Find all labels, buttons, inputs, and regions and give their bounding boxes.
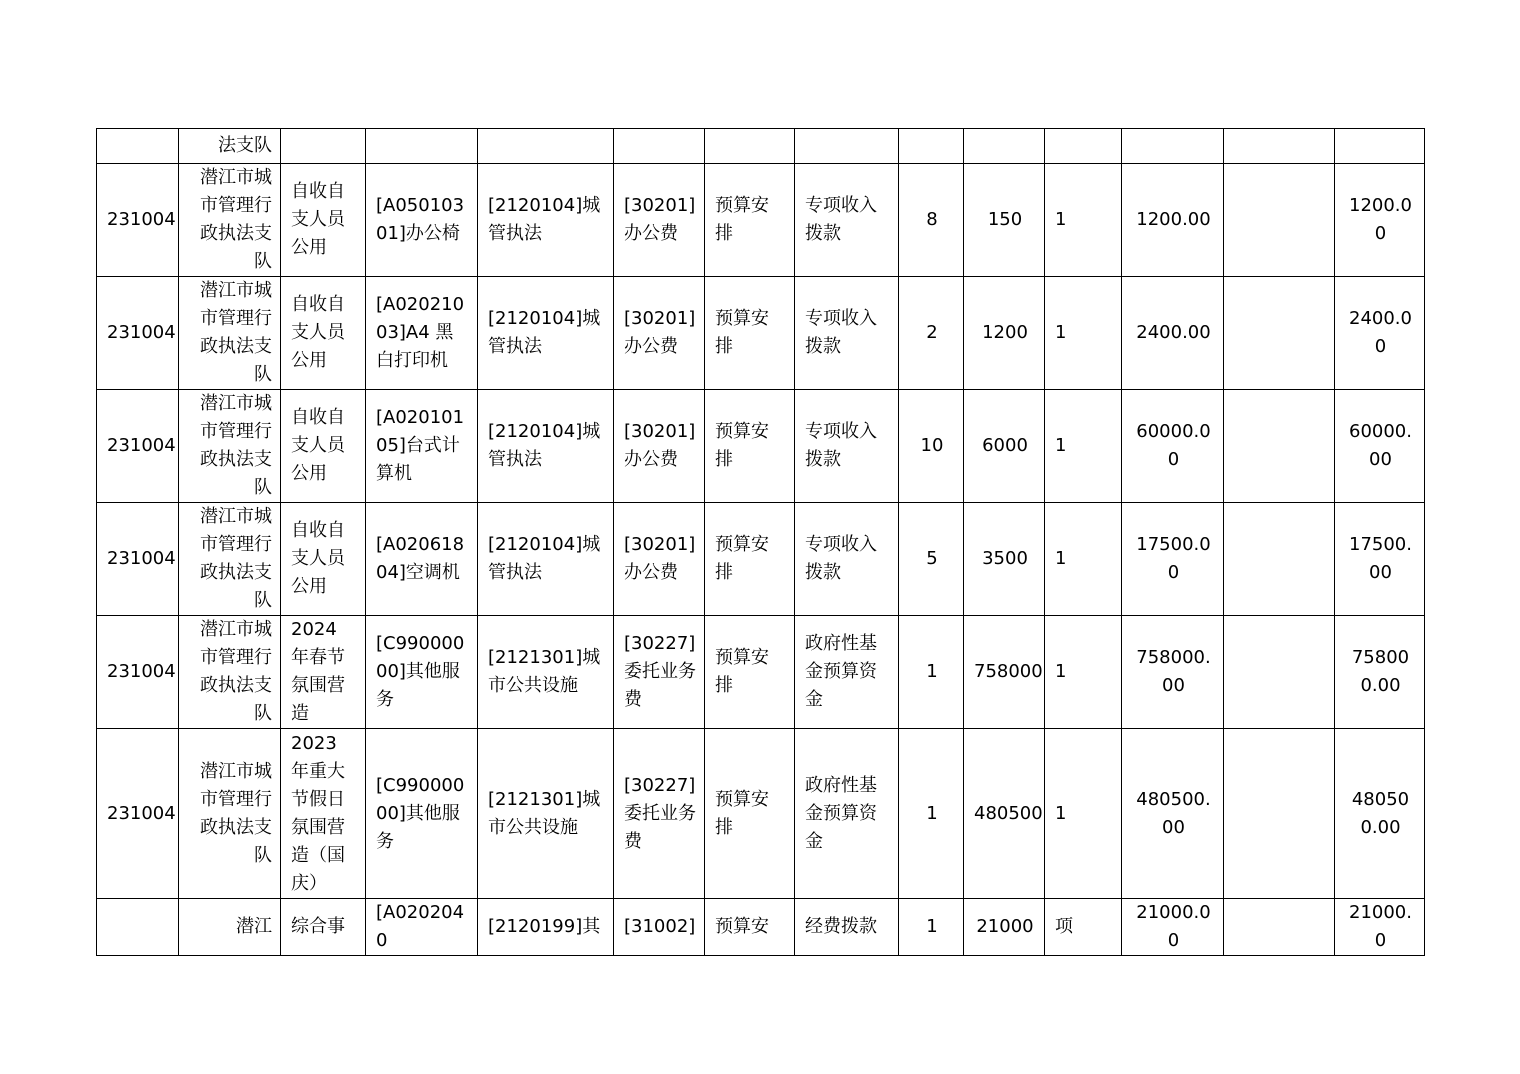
budget-unit-code-cell: 231004 xyxy=(97,729,179,899)
empty-cell xyxy=(1224,729,1335,899)
budget-unit-code-cell: 231004 xyxy=(97,277,179,390)
measure-unit-cell: 项 xyxy=(1045,899,1122,956)
unit-price-cell: 758000 xyxy=(964,616,1045,729)
economic-class-cell: [30201]办公费 xyxy=(614,277,705,390)
procurement-item-cell: [A0202040 xyxy=(366,899,478,956)
measure-unit-cell: 1 xyxy=(1045,164,1122,277)
measure-unit-cell xyxy=(1045,129,1122,164)
measure-unit-cell: 1 xyxy=(1045,729,1122,899)
project-name-cell: 自收自支人员公用 xyxy=(281,277,366,390)
fund-source-cell: 预算安排 xyxy=(705,503,795,616)
function-class-cell: [2120104]城管执法 xyxy=(478,390,614,503)
unit-name-cell: 潜江市城市管理行政执法支队 xyxy=(179,503,281,616)
procurement-item-cell xyxy=(366,129,478,164)
economic-class-cell: [30227]委托业务费 xyxy=(614,616,705,729)
quantity-cell: 8 xyxy=(899,164,964,277)
amount-cell: 60000.00 xyxy=(1122,390,1224,503)
fund-source-cell: 预算安排 xyxy=(705,390,795,503)
empty-cell xyxy=(1224,277,1335,390)
budget-procurement-table xyxy=(96,128,1425,956)
economic-class-cell xyxy=(614,129,705,164)
empty-cell xyxy=(1224,503,1335,616)
fund-source-cell: 预算安排 xyxy=(705,277,795,390)
quantity-cell: 1 xyxy=(899,899,964,956)
fund-type-cell: 专项收入拨款 xyxy=(795,503,899,616)
total-amount-cell: 1200.00 xyxy=(1335,164,1425,277)
table-row xyxy=(97,503,1425,616)
unit-name-cell: 潜江市城市管理行政执法支队 xyxy=(179,390,281,503)
unit-price-cell: 6000 xyxy=(964,390,1045,503)
function-class-cell: [2120199]其 xyxy=(478,899,614,956)
fund-type-cell: 政府性基金预算资金 xyxy=(795,729,899,899)
fund-type-cell: 政府性基金预算资金 xyxy=(795,616,899,729)
total-amount-cell: 17500.00 xyxy=(1335,503,1425,616)
fund-source-cell: 预算安排 xyxy=(705,729,795,899)
function-class-cell: [2121301]城市公共设施 xyxy=(478,729,614,899)
unit-price-cell: 1200 xyxy=(964,277,1045,390)
project-name-cell: 自收自支人员公用 xyxy=(281,390,366,503)
empty-cell xyxy=(1224,164,1335,277)
procurement-item-cell: [C99000000]其他服务 xyxy=(366,616,478,729)
total-amount-cell: 758000.00 xyxy=(1335,616,1425,729)
amount-cell: 21000.00 xyxy=(1122,899,1224,956)
economic-class-cell: [30201]办公费 xyxy=(614,390,705,503)
measure-unit-cell: 1 xyxy=(1045,503,1122,616)
empty-cell xyxy=(1224,129,1335,164)
budget-unit-code-cell xyxy=(97,899,179,956)
table-row xyxy=(97,616,1425,729)
table-row xyxy=(97,729,1425,899)
budget-unit-code-cell: 231004 xyxy=(97,503,179,616)
unit-name-cell: 潜江市城市管理行政执法支队 xyxy=(179,729,281,899)
project-name-cell: 综合事 xyxy=(281,899,366,956)
quantity-cell: 1 xyxy=(899,616,964,729)
fund-source-cell: 预算安 xyxy=(705,899,795,956)
unit-price-cell xyxy=(964,129,1045,164)
project-name-cell: 自收自支人员公用 xyxy=(281,164,366,277)
quantity-cell xyxy=(899,129,964,164)
unit-name-cell: 法支队 xyxy=(179,129,281,164)
fund-type-cell: 经费拨款 xyxy=(795,899,899,956)
fund-type-cell xyxy=(795,129,899,164)
project-name-cell: 自收自支人员公用 xyxy=(281,503,366,616)
unit-price-cell: 480500 xyxy=(964,729,1045,899)
amount-cell: 2400.00 xyxy=(1122,277,1224,390)
amount-cell: 480500.00 xyxy=(1122,729,1224,899)
quantity-cell: 2 xyxy=(899,277,964,390)
unit-name-cell: 潜江 xyxy=(179,899,281,956)
budget-unit-code-cell xyxy=(97,129,179,164)
function-class-cell: [2120104]城管执法 xyxy=(478,503,614,616)
total-amount-cell: 60000.00 xyxy=(1335,390,1425,503)
measure-unit-cell: 1 xyxy=(1045,390,1122,503)
amount-cell: 17500.00 xyxy=(1122,503,1224,616)
empty-cell xyxy=(1224,616,1335,729)
table-row xyxy=(97,277,1425,390)
unit-name-cell: 潜江市城市管理行政执法支队 xyxy=(179,616,281,729)
economic-class-cell: [31002] xyxy=(614,899,705,956)
table-row xyxy=(97,390,1425,503)
function-class-cell xyxy=(478,129,614,164)
function-class-cell: [2120104]城管执法 xyxy=(478,277,614,390)
procurement-item-cell: [A02010105]台式计算机 xyxy=(366,390,478,503)
procurement-item-cell: [A02021003]A4 黑白打印机 xyxy=(366,277,478,390)
measure-unit-cell: 1 xyxy=(1045,277,1122,390)
empty-cell xyxy=(1224,899,1335,956)
project-name-cell: 2024 年春节氛围营造 xyxy=(281,616,366,729)
unit-price-cell: 3500 xyxy=(964,503,1045,616)
unit-name-cell: 潜江市城市管理行政执法支队 xyxy=(179,164,281,277)
amount-cell xyxy=(1122,129,1224,164)
economic-class-cell: [30227]委托业务费 xyxy=(614,729,705,899)
fund-source-cell xyxy=(705,129,795,164)
fund-type-cell: 专项收入拨款 xyxy=(795,277,899,390)
project-name-cell: 2023 年重大节假日氛围营造（国庆） xyxy=(281,729,366,899)
quantity-cell: 5 xyxy=(899,503,964,616)
table-row xyxy=(97,899,1425,956)
quantity-cell: 1 xyxy=(899,729,964,899)
table-row xyxy=(97,129,1425,164)
function-class-cell: [2121301]城市公共设施 xyxy=(478,616,614,729)
economic-class-cell: [30201]办公费 xyxy=(614,164,705,277)
measure-unit-cell: 1 xyxy=(1045,616,1122,729)
fund-source-cell: 预算安排 xyxy=(705,616,795,729)
procurement-item-cell: [A02061804]空调机 xyxy=(366,503,478,616)
procurement-item-cell: [C99000000]其他服务 xyxy=(366,729,478,899)
economic-class-cell: [30201]办公费 xyxy=(614,503,705,616)
fund-type-cell: 专项收入拨款 xyxy=(795,164,899,277)
table-body xyxy=(97,129,1425,956)
procurement-item-cell: [A05010301]办公椅 xyxy=(366,164,478,277)
budget-unit-code-cell: 231004 xyxy=(97,616,179,729)
unit-price-cell: 21000 xyxy=(964,899,1045,956)
total-amount-cell: 21000.0 xyxy=(1335,899,1425,956)
amount-cell: 1200.00 xyxy=(1122,164,1224,277)
quantity-cell: 10 xyxy=(899,390,964,503)
total-amount-cell: 2400.00 xyxy=(1335,277,1425,390)
total-amount-cell xyxy=(1335,129,1425,164)
total-amount-cell: 480500.00 xyxy=(1335,729,1425,899)
table-row xyxy=(97,164,1425,277)
empty-cell xyxy=(1224,390,1335,503)
fund-source-cell: 预算安排 xyxy=(705,164,795,277)
budget-unit-code-cell: 231004 xyxy=(97,390,179,503)
amount-cell: 758000.00 xyxy=(1122,616,1224,729)
budget-unit-code-cell: 231004 xyxy=(97,164,179,277)
unit-name-cell: 潜江市城市管理行政执法支队 xyxy=(179,277,281,390)
unit-price-cell: 150 xyxy=(964,164,1045,277)
function-class-cell: [2120104]城管执法 xyxy=(478,164,614,277)
project-name-cell xyxy=(281,129,366,164)
fund-type-cell: 专项收入拨款 xyxy=(795,390,899,503)
